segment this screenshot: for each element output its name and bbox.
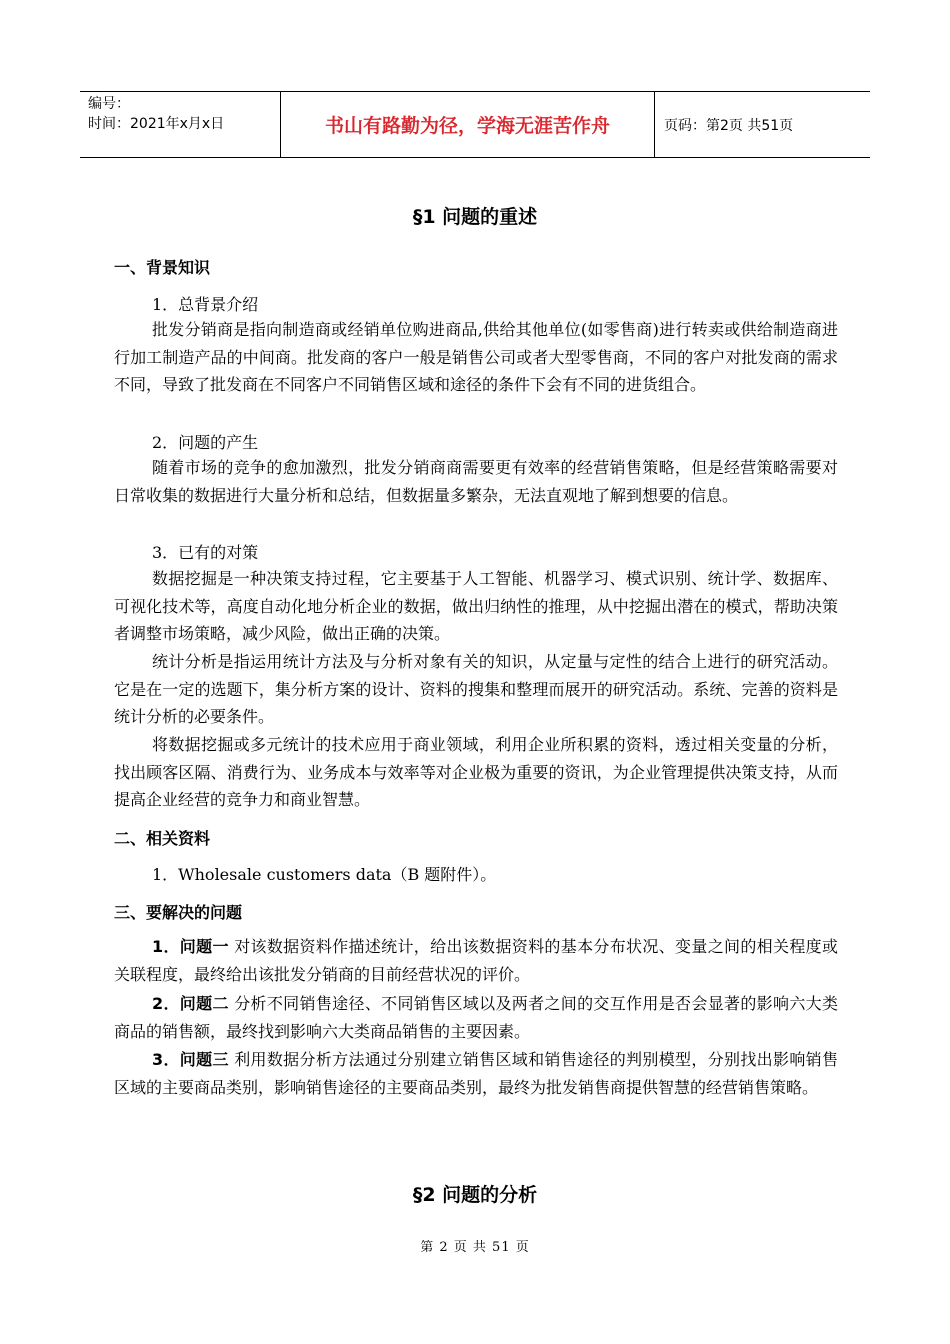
- page-footer: 第 2 页 共 51 页: [420, 1240, 530, 1255]
- subheading-overview: 1．总背景介绍: [152, 295, 259, 314]
- page-header: [80, 91, 870, 158]
- time-label: 时间：2021年x月x日: [88, 116, 225, 132]
- problem-two-label: 2．问题二: [152, 994, 229, 1013]
- header-page-code: 页码：第2页 共51页: [664, 117, 794, 134]
- heading-materials: 二、相关资料: [114, 829, 211, 848]
- paragraph-statistics: 统计分析是指运用统计方法及与分析对象有关的知识，从定量与定性的结合上进行的研究活动。它是在一定的选题下，集分析方案的设计、资料的搜集和整理而展开的研究活动。系统、完善的资料是统计分析的必要条件。: [114, 652, 838, 726]
- paragraph-data-mining: 数据挖掘是一种决策支持过程，它主要基于人工智能、机器学习、模式识别、统计学、数据库、可视化技术等，高度自动化地分析企业的数据，做出归纳性的推理，从中挖掘出潜在的模式，帮助决策者调整市场策略，减少风险，做出正确的决策。: [114, 569, 838, 643]
- paragraph-application: 将数据挖掘或多元统计的技术应用于商业领域，利用企业所积累的资料，透过相关变量的分析，找出顾客区隔、消费行为、业务成本与效率等对企业极为重要的资讯，为企业管理提供决策支持，从而提高企业经营的竞争力和商业智慧。: [114, 735, 838, 809]
- header-meta: [80, 92, 281, 157]
- header-motto: 书山有路勤为径，学海无涯苦作舟: [281, 92, 655, 157]
- paragraph-problem-origin: 随着市场的竞争的愈加激烈，批发分销商商需要更有效率的经营销售策略，但是经营策略需要对日常收集的数据进行大量分析和总结，但数据量多繁杂，无法直观地了解到想要的信息。: [114, 458, 838, 505]
- subheading-existing-measures: 3．已有的对策: [152, 543, 259, 562]
- problem-three-label: 3．问题三: [152, 1050, 229, 1069]
- subheading-problem-origin: 2．问题的产生: [152, 433, 259, 452]
- number-label: 编号：: [88, 96, 130, 112]
- problem-two-text: 分析不同销售途径、不同销售区域以及两者之间的交互作用是否会显著的影响六大类商品的销售额，最终找到影响六大类商品销售的主要因素。: [114, 994, 838, 1041]
- materials-item: 1．Wholesale customers data（B 题附件）。: [152, 865, 497, 884]
- problem-three-text: 利用数据分析方法通过分别建立销售区域和销售途径的判别模型，分别找出影响销售区域的主要商品类别，影响销售途径的主要商品类别，最终为批发销售商提供智慧的经营销售策略。: [114, 1050, 838, 1097]
- problem-one: [114, 933, 838, 988]
- heading-problems: 三、要解决的问题: [114, 903, 243, 922]
- problem-three: [114, 1046, 838, 1101]
- paragraph-overview: 批发分销商是指向制造商或经销单位购进商品,供给其他单位(如零售商)进行转卖或供给制造商进行加工制造产品的中间商。批发商的客户一般是销售公司或者大型零售商，不同的客户对批发商的需求不同，导致了批发商在不同客户不同销售区域和途径的条件下会有不同的进货组合。: [114, 320, 838, 394]
- problem-one-text: 对该数据资料作描述统计，给出该数据资料的基本分布状况、变量之间的相关程度或关联程度，最终给出该批发分销商的目前经营状况的评价。: [114, 937, 838, 984]
- section2-title: §2 问题的分析: [412, 1184, 538, 1206]
- problem-one-label: 1．问题一: [152, 937, 229, 956]
- section1-title: §1 问题的重述: [412, 206, 538, 228]
- heading-background: 一、背景知识: [114, 258, 211, 277]
- problem-two: [114, 990, 838, 1045]
